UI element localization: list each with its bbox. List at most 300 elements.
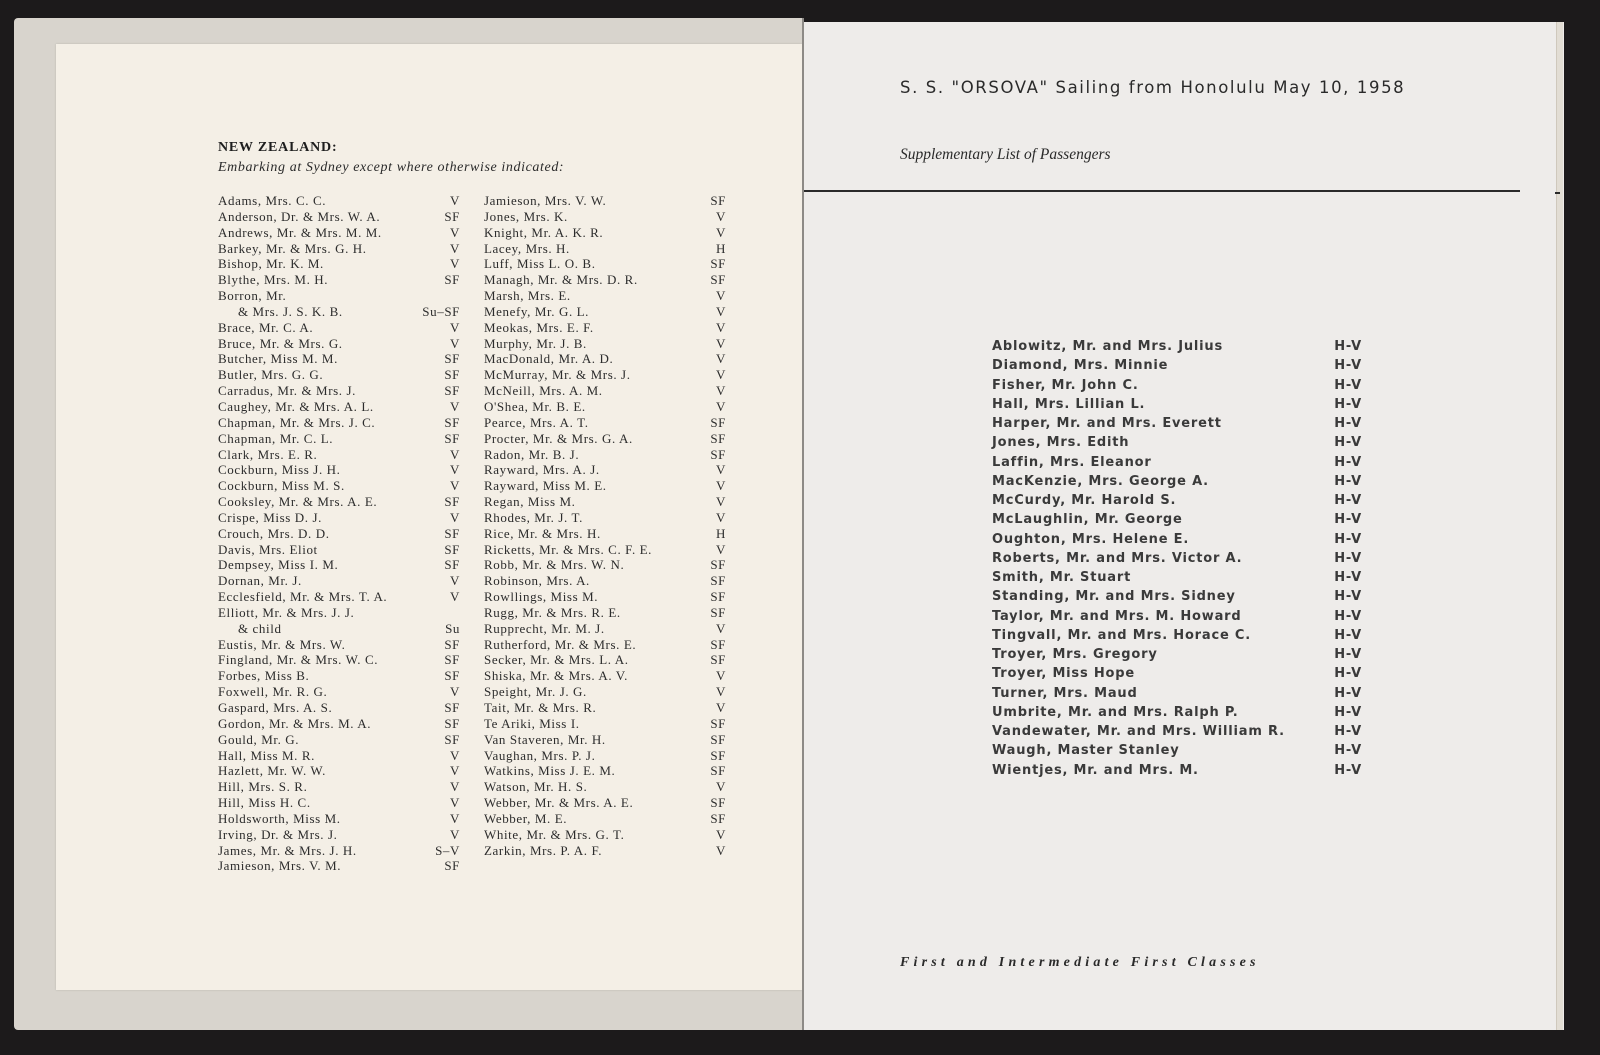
route-code: H-V: [1334, 570, 1362, 585]
passenger-name: & child: [238, 620, 282, 636]
passenger-name: Adams, Mrs. C. C.: [218, 193, 327, 208]
passenger-row: [218, 795, 460, 811]
passenger-row: [484, 542, 726, 558]
passenger-name: Clark, Mrs. E. R.: [218, 446, 318, 462]
passenger-name: & Mrs. J. S. K. B.: [238, 303, 343, 319]
passenger-name: Te Ariki, Miss I.: [484, 715, 580, 731]
passenger-name: Rice, Mr. & Mrs. H.: [484, 525, 601, 541]
passenger-row: [218, 510, 460, 526]
passenger-name: Chapman, Mr. C. L.: [218, 430, 334, 446]
passenger-name: Shiska, Mr. & Mrs. A. V.: [484, 668, 628, 684]
passenger-row: [218, 272, 460, 288]
passenger-name: Cockburn, Miss M. S.: [218, 478, 345, 494]
passenger-row: [992, 530, 1362, 549]
route-code: V: [716, 620, 726, 636]
route-code: SF: [710, 731, 726, 747]
route-code: V: [716, 383, 726, 399]
passenger-name: Anderson, Dr. & Mrs. W. A.: [218, 208, 381, 224]
passenger-name: Rowllings, Miss M.: [484, 589, 599, 605]
passenger-row: [218, 748, 460, 764]
passenger-name: Secker, Mr. & Mrs. L. A.: [484, 652, 629, 668]
passenger-name: James, Mr. & Mrs. J. H.: [218, 842, 357, 858]
route-code: V: [716, 367, 726, 383]
route-code: H-V: [1334, 473, 1362, 489]
divider-rule: [804, 190, 1520, 192]
route-code: SF: [444, 430, 460, 446]
passenger-row: [484, 431, 726, 447]
passenger-name: Cooksley, Mr. & Mrs. A. E.: [218, 494, 378, 510]
passenger-name: Troyer, Mrs. Gregory: [992, 647, 1158, 662]
passenger-name: Andrews, Mr. & Mrs. M. M.: [218, 224, 382, 240]
route-code: H-V: [1334, 627, 1362, 643]
passenger-row: [484, 351, 726, 367]
passenger-row: [992, 472, 1362, 491]
passenger-row: [218, 811, 460, 827]
passenger-row: [992, 376, 1362, 395]
route-code: V: [716, 319, 726, 335]
passenger-row: [484, 763, 726, 779]
passenger-row: [992, 549, 1362, 568]
passenger-row: [484, 447, 726, 463]
passenger-name: Radon, Mr. B. J.: [484, 446, 580, 462]
passenger-row: [992, 664, 1362, 683]
passenger-row: [484, 700, 726, 716]
route-code: SF: [444, 525, 460, 541]
route-code: S–V: [435, 842, 460, 858]
passenger-name: Laffin, Mrs. Eleanor: [992, 454, 1152, 470]
route-code: V: [716, 398, 726, 414]
passenger-name: Butler, Mrs. G. G.: [218, 367, 324, 383]
passenger-name: Robb, Mr. & Mrs. W. N.: [484, 557, 625, 573]
passenger-row: [218, 557, 460, 573]
passenger-row: [218, 225, 460, 241]
passenger-name: Pearce, Mrs. A. T.: [484, 414, 589, 430]
section-heading: NEW ZEALAND:: [218, 140, 338, 155]
passenger-row: [218, 589, 460, 605]
route-code: V: [716, 842, 726, 858]
route-code: H-V: [1334, 339, 1362, 354]
passenger-name: MacDonald, Mr. A. D.: [484, 351, 614, 367]
passenger-name: Rugg, Mr. & Mrs. R. E.: [484, 604, 621, 620]
passenger-name: Meokas, Mrs. E. F.: [484, 319, 594, 335]
passenger-row: [218, 668, 460, 684]
passenger-name: Vandewater, Mr. and Mrs. William R.: [992, 724, 1285, 739]
passenger-row: [484, 510, 726, 526]
route-code: H-V: [1334, 666, 1362, 682]
divider-rule-end: [1555, 192, 1560, 194]
route-code: V: [450, 224, 460, 240]
passenger-name: Regan, Miss M.: [484, 494, 576, 510]
route-code: H-V: [1334, 608, 1362, 624]
route-code: SF: [444, 668, 460, 684]
passenger-name: Knight, Mr. A. K. R.: [484, 224, 604, 240]
passenger-name: Eustis, Mr. & Mrs. W.: [218, 636, 346, 652]
passenger-row: [992, 684, 1362, 703]
passenger-name: Ecclesfield, Mr. & Mrs. T. A.: [218, 589, 388, 605]
passenger-row: [484, 621, 726, 637]
passenger-row: [218, 573, 460, 589]
passenger-row: [484, 795, 726, 811]
passenger-row: [218, 478, 460, 494]
passenger-row: [484, 193, 726, 209]
passenger-name: Troyer, Miss Hope: [992, 666, 1135, 682]
passenger-name: Zarkin, Mrs. P. A. F.: [484, 842, 603, 858]
passenger-name: Robinson, Mrs. A.: [484, 573, 590, 589]
passenger-name: Butcher, Miss M. M.: [218, 351, 338, 367]
passenger-name: McLaughlin, Mr. George: [992, 512, 1183, 528]
passenger-name: Wientjes, Mr. and Mrs. M.: [992, 762, 1199, 778]
route-code: SF: [444, 351, 460, 367]
passenger-row: [218, 858, 460, 874]
passenger-row: [992, 761, 1362, 780]
passenger-name: McMurray, Mr. & Mrs. J.: [484, 367, 631, 383]
passenger-name: Gould, Mr. G.: [218, 731, 300, 747]
right-page-edge: [1556, 22, 1563, 1030]
passenger-row: [484, 336, 726, 352]
passenger-name: Vaughan, Mrs. P. J.: [484, 747, 596, 763]
passenger-row: [484, 288, 726, 304]
passenger-name: Dornan, Mr. J.: [218, 573, 302, 589]
passenger-row: [218, 383, 460, 399]
passenger-name: Irving, Dr. & Mrs. J.: [218, 826, 338, 842]
route-code: V: [450, 810, 460, 826]
route-code: SF: [444, 652, 460, 668]
passenger-row: [484, 320, 726, 336]
passenger-row: [992, 395, 1362, 414]
route-code: V: [716, 541, 726, 557]
passenger-row: [484, 732, 726, 748]
route-code: SF: [710, 652, 726, 668]
route-code: SF: [444, 272, 460, 288]
passenger-row: [484, 256, 726, 272]
passenger-row: [218, 843, 460, 859]
route-code: H-V: [1334, 647, 1362, 662]
passenger-name: Marsh, Mrs. E.: [484, 288, 571, 304]
passenger-row: [484, 241, 726, 257]
route-code: V: [716, 288, 726, 304]
passenger-name: Holdsworth, Miss M.: [218, 810, 341, 826]
passenger-row: [218, 494, 460, 510]
route-code: V: [450, 509, 460, 525]
passenger-row: [992, 337, 1362, 356]
supplementary-list-title: Supplementary List of Passengers: [900, 146, 1111, 163]
route-code: V: [716, 668, 726, 684]
route-code: V: [450, 335, 460, 351]
passenger-row: [484, 209, 726, 225]
passenger-row: [992, 626, 1362, 645]
route-code: SF: [444, 414, 460, 430]
route-code: V: [450, 256, 460, 272]
passenger-name: Menefy, Mr. G. L.: [484, 303, 590, 319]
route-code: V: [450, 573, 460, 589]
passenger-name: Jones, Mrs. K.: [484, 208, 568, 224]
passenger-row: [218, 351, 460, 367]
route-code: SF: [444, 367, 460, 383]
passenger-row: [218, 336, 460, 352]
passenger-name: Roberts, Mr. and Mrs. Victor A.: [992, 550, 1243, 566]
passenger-row: [992, 491, 1362, 510]
route-code: V: [450, 795, 460, 811]
passenger-name: Crispe, Miss D. J.: [218, 509, 322, 525]
passenger-row: [992, 722, 1362, 741]
passenger-name: Lacey, Mrs. H.: [484, 240, 570, 256]
route-code: V: [716, 208, 726, 224]
passenger-name: Gordon, Mr. & Mrs. M. A.: [218, 715, 372, 731]
passenger-row: [484, 415, 726, 431]
route-code: SF: [444, 383, 460, 399]
passenger-row: [218, 637, 460, 653]
passenger-name: Brace, Mr. C. A.: [218, 319, 314, 335]
passenger-row: [484, 272, 726, 288]
passenger-row: [484, 225, 726, 241]
passenger-row: [218, 700, 460, 716]
passenger-name: Watkins, Miss J. E. M.: [484, 763, 616, 779]
route-code: SF: [444, 636, 460, 652]
passenger-name: Umbrite, Mr. and Mrs. Ralph P.: [992, 704, 1239, 720]
route-code: V: [716, 478, 726, 494]
passenger-row: [484, 573, 726, 589]
passenger-row: [218, 732, 460, 748]
passenger-row: [992, 703, 1362, 722]
class-footer: First and Intermediate First Classes: [900, 955, 1260, 970]
passenger-row: [484, 748, 726, 764]
passenger-row: [218, 367, 460, 383]
passenger-row: [218, 684, 460, 700]
passenger-name: MacKenzie, Mrs. George A.: [992, 473, 1209, 489]
route-code: SF: [710, 636, 726, 652]
passenger-name: Foxwell, Mr. R. G.: [218, 684, 328, 700]
route-code: V: [716, 509, 726, 525]
route-code: SF: [710, 446, 726, 462]
route-code: SF: [710, 414, 726, 430]
route-code: SF: [710, 810, 726, 826]
route-code: SF: [710, 557, 726, 573]
passenger-name: Hall, Miss M. R.: [218, 747, 316, 763]
passenger-row: [218, 542, 460, 558]
route-code: SF: [444, 557, 460, 573]
passenger-name: Rupprecht, Mr. M. J.: [484, 620, 605, 636]
route-code: V: [716, 779, 726, 795]
passenger-row: [484, 462, 726, 478]
route-code: SF: [710, 763, 726, 779]
passenger-row: [484, 478, 726, 494]
passenger-name: Luff, Miss L. O. B.: [484, 256, 596, 272]
passenger-name: Bishop, Mr. K. M.: [218, 256, 324, 272]
passenger-row: [218, 605, 460, 621]
passenger-row: [218, 193, 460, 209]
passenger-name: Cockburn, Miss J. H.: [218, 462, 341, 478]
passenger-row: [218, 288, 460, 304]
passenger-name: Van Staveren, Mr. H.: [484, 731, 606, 747]
route-code: H-V: [1334, 550, 1362, 566]
passenger-name: Waugh, Master Stanley: [992, 743, 1180, 759]
passenger-row: [992, 510, 1362, 529]
route-code: SF: [710, 272, 726, 288]
passenger-row: [484, 589, 726, 605]
passenger-row: [484, 383, 726, 399]
passenger-name: Procter, Mr. & Mrs. G. A.: [484, 430, 633, 446]
route-code: V: [450, 684, 460, 700]
passenger-row: [484, 779, 726, 795]
passenger-row: [484, 843, 726, 859]
route-code: H: [716, 525, 726, 541]
route-code: H-V: [1334, 704, 1362, 720]
passenger-row: [484, 652, 726, 668]
passenger-name: McCurdy, Mr. Harold S.: [992, 493, 1177, 508]
route-code: H: [716, 240, 726, 256]
passenger-row: [484, 637, 726, 653]
route-code: V: [450, 763, 460, 779]
passenger-name: Fisher, Mr. John C.: [992, 377, 1139, 393]
passenger-row: [992, 414, 1362, 433]
route-code: SF: [710, 193, 726, 208]
passenger-name: Carradus, Mr. & Mrs. J.: [218, 383, 357, 399]
passenger-name: Rayward, Miss M. E.: [484, 478, 607, 494]
route-code: SF: [710, 604, 726, 620]
passenger-name: Ricketts, Mr. & Mrs. C. F. E.: [484, 541, 653, 557]
route-code: H-V: [1334, 416, 1362, 431]
supplementary-passenger-list: [992, 337, 1362, 780]
passenger-row: [992, 433, 1362, 452]
passenger-name: Jones, Mrs. Edith: [992, 435, 1130, 451]
passenger-row: [218, 415, 460, 431]
passenger-name: Blythe, Mrs. M. H.: [218, 272, 329, 288]
route-code: V: [450, 462, 460, 478]
route-code: V: [450, 240, 460, 256]
passenger-row: [218, 447, 460, 463]
route-code: SF: [710, 430, 726, 446]
passenger-row: [484, 716, 726, 732]
passenger-row: [992, 356, 1362, 375]
passenger-name: Chapman, Mr. & Mrs. J. C.: [218, 414, 376, 430]
passenger-name: Crouch, Mrs. D. D.: [218, 525, 330, 541]
route-code: V: [716, 303, 726, 319]
passenger-row: [992, 741, 1362, 760]
passenger-row: [992, 568, 1362, 587]
route-code: SF: [444, 700, 460, 715]
route-code: H-V: [1334, 377, 1362, 393]
passenger-name: Ablowitz, Mr. and Mrs. Julius: [992, 339, 1224, 354]
passenger-row: [218, 827, 460, 843]
route-code: H-V: [1334, 589, 1362, 605]
passenger-row: [218, 431, 460, 447]
passenger-name: Davis, Mrs. Eliot: [218, 541, 318, 557]
passenger-name: McNeill, Mrs. A. M.: [484, 383, 603, 399]
passenger-name: Managh, Mr. & Mrs. D. R.: [484, 272, 638, 288]
passenger-row: [218, 304, 460, 320]
route-code: H-V: [1334, 762, 1362, 778]
route-code: SF: [444, 494, 460, 510]
passenger-row: [992, 453, 1362, 472]
route-code: SF: [444, 858, 460, 874]
passenger-name: Rhodes, Mr. J. T.: [484, 509, 583, 525]
passenger-name: Tait, Mr. & Mrs. R.: [484, 700, 597, 715]
passenger-row: [484, 605, 726, 621]
passenger-name: Borron, Mr.: [218, 288, 287, 304]
route-code: H-V: [1334, 396, 1362, 412]
passenger-row: [218, 716, 460, 732]
route-code: SF: [444, 715, 460, 731]
passenger-name: Gaspard, Mrs. A. S.: [218, 700, 333, 715]
passenger-name: Hall, Mrs. Lillian L.: [992, 396, 1146, 412]
passenger-name: Hazlett, Mr. W. W.: [218, 763, 326, 779]
route-code: Su: [445, 620, 460, 636]
passenger-row: [484, 526, 726, 542]
passenger-column-b: [484, 193, 726, 858]
passenger-name: Dempsey, Miss I. M.: [218, 557, 339, 573]
route-code: SF: [710, 715, 726, 731]
route-code: V: [716, 224, 726, 240]
route-code: V: [716, 462, 726, 478]
passenger-row: [484, 494, 726, 510]
passenger-row: [218, 399, 460, 415]
route-code: V: [450, 319, 460, 335]
passenger-row: [484, 827, 726, 843]
passenger-name: Watson, Mr. H. S.: [484, 779, 588, 795]
passenger-name: Murphy, Mr. J. B.: [484, 335, 587, 351]
passenger-row: [218, 256, 460, 272]
route-code: V: [716, 826, 726, 842]
passenger-name: Fingland, Mr. & Mrs. W. C.: [218, 652, 379, 668]
route-code: V: [450, 193, 460, 208]
passenger-row: [484, 668, 726, 684]
passenger-row: [218, 209, 460, 225]
route-code: V: [450, 398, 460, 414]
passenger-row: [484, 811, 726, 827]
passenger-row: [218, 241, 460, 257]
passenger-row: [218, 462, 460, 478]
passenger-row: [484, 557, 726, 573]
passenger-column-a: [218, 193, 460, 874]
route-code: V: [450, 779, 460, 795]
route-code: Su–SF: [422, 303, 460, 319]
route-code: SF: [710, 573, 726, 589]
passenger-row: [992, 587, 1362, 606]
passenger-row: [218, 526, 460, 542]
passenger-row: [218, 763, 460, 779]
route-code: SF: [710, 747, 726, 763]
route-code: V: [450, 589, 460, 605]
route-code: SF: [444, 731, 460, 747]
route-code: SF: [710, 589, 726, 605]
passenger-name: Caughey, Mr. & Mrs. A. L.: [218, 398, 374, 414]
passenger-row: [484, 304, 726, 320]
route-code: H-V: [1334, 435, 1362, 451]
passenger-row: [218, 320, 460, 336]
passenger-name: Diamond, Mrs. Minnie: [992, 358, 1169, 374]
passenger-name: O'Shea, Mr. B. E.: [484, 398, 586, 414]
passenger-name: Jamieson, Mrs. V. W.: [484, 193, 607, 208]
passenger-name: Hill, Miss H. C.: [218, 795, 311, 811]
passenger-name: Elliott, Mr. & Mrs. J. J.: [218, 604, 355, 620]
route-code: SF: [710, 795, 726, 811]
route-code: H-V: [1334, 358, 1362, 374]
passenger-name: Bruce, Mr. & Mrs. G.: [218, 335, 343, 351]
passenger-row: [992, 645, 1362, 664]
route-code: V: [716, 700, 726, 715]
route-code: V: [450, 747, 460, 763]
route-code: V: [450, 826, 460, 842]
passenger-name: Webber, M. E.: [484, 810, 568, 826]
route-code: H-V: [1334, 512, 1362, 528]
passenger-name: Hill, Mrs. S. R.: [218, 779, 308, 795]
passenger-name: Webber, Mr. & Mrs. A. E.: [484, 795, 634, 811]
route-code: H-V: [1334, 743, 1362, 759]
route-code: H-V: [1334, 531, 1362, 547]
route-code: H-V: [1334, 493, 1362, 508]
passenger-name: Taylor, Mr. and Mrs. M. Howard: [992, 608, 1242, 624]
route-code: SF: [710, 256, 726, 272]
